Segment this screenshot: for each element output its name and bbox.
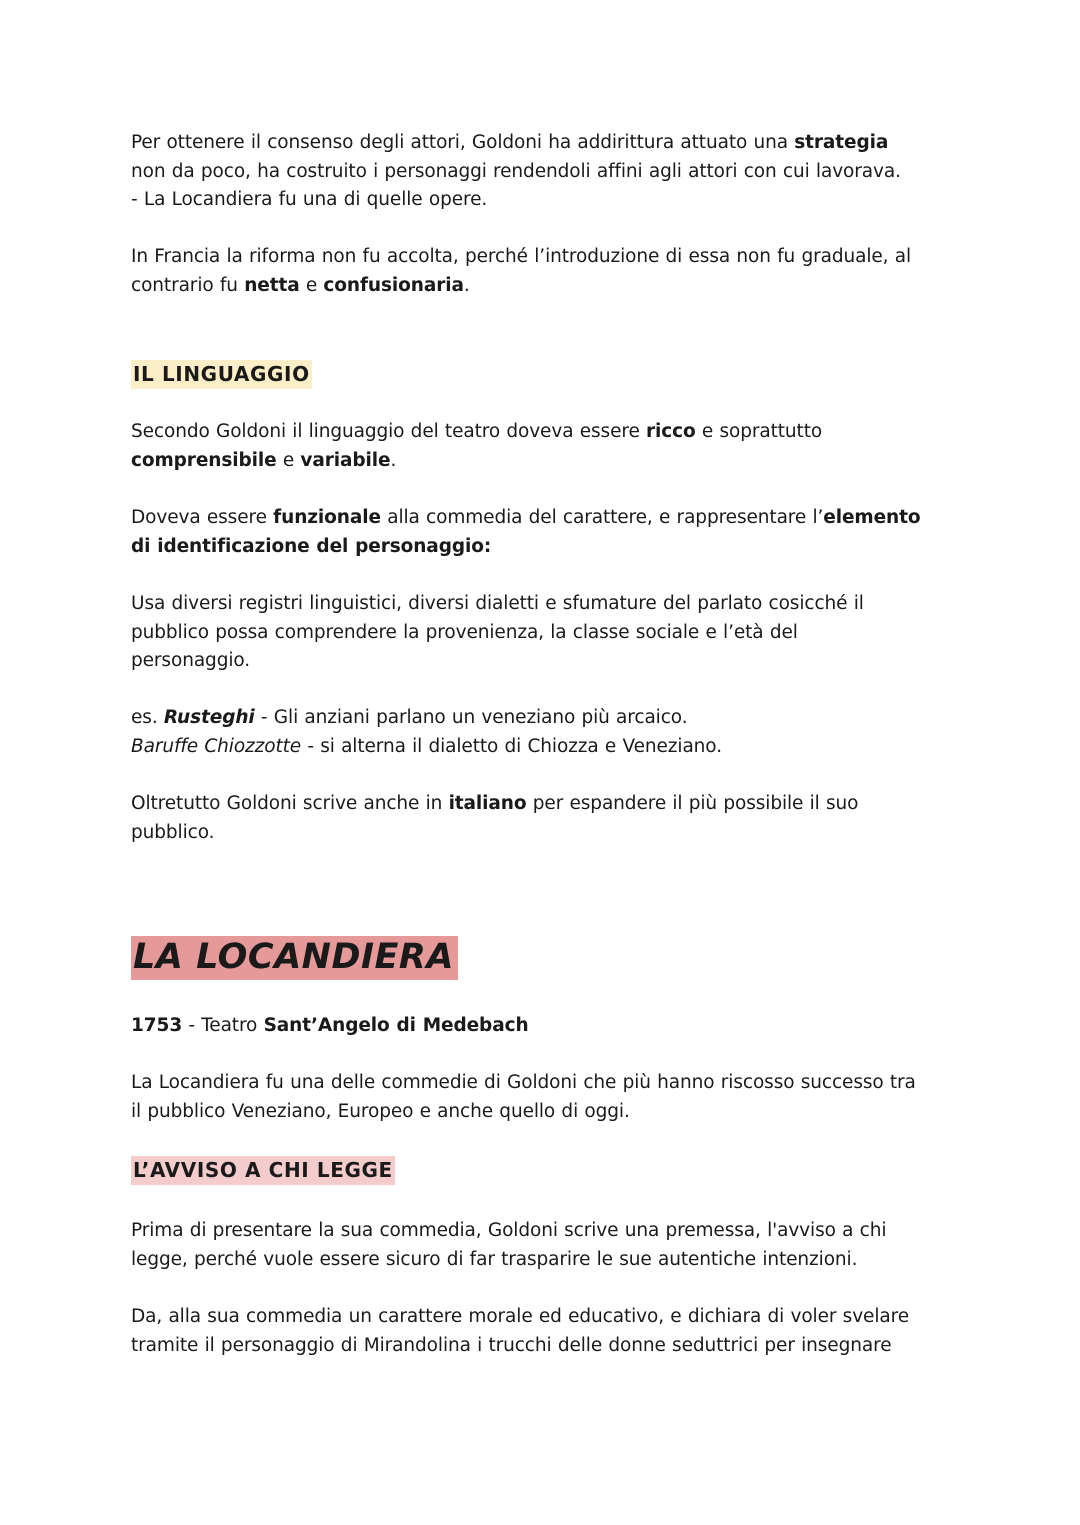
text-line: Usa diversi registri linguistici, diversi dialetti e sfumature del parlato cosicché il [131,593,864,614]
paragraph-premessa [131,1217,961,1274]
text-line: il pubblico Veneziano, Europeo e anche quello di oggi. [131,1100,630,1122]
text-line: non da poco, ha costruito i personaggi rendendoli affini agli attori con cui lavorava. [131,160,901,182]
bold-italic-text: Rusteghi [163,707,255,728]
paragraph-funzionale [131,504,961,561]
paragraph-strategia [131,129,961,215]
paragraph-data-teatro [131,1012,961,1041]
text-line: - La Locandiera fu una di quelle opere. [131,189,488,211]
text: - Gli anziani parlano un veneziano più arcaico. [254,707,688,728]
text: . [463,274,470,296]
paragraph-morale [131,1303,961,1360]
text: contrario fu [131,274,245,296]
paragraph-registri [131,590,961,676]
paragraph-linguaggio-teatro [131,418,961,475]
text: Oltretutto Goldoni scrive anche in [131,793,449,814]
bold-text: 1753 [131,1015,183,1036]
text: Secondo Goldoni il linguaggio del teatro doveva essere [131,421,647,442]
text: . [390,449,397,471]
bold-text: strategia [794,132,889,153]
text: Per ottenere il consenso degli attori, Goldoni ha addirittura attuato una [131,132,795,153]
text: per espandere il più possibile il suo [526,793,859,814]
text: alla commedia del carattere, e rappresentare l’ [380,507,824,528]
bold-text: variabile [300,449,391,471]
bold-text: netta [244,274,300,296]
text-line: Da, alla sua commedia un carattere morale ed educativo, e dichiara di voler svelare [131,1306,909,1327]
text-line: pubblico. [131,821,215,843]
bold-text-line: di identificazione del personaggio: [131,535,492,557]
text-line: tramite il personaggio di Mirandolina i trucchi delle donne seduttrici per insegnare [131,1334,892,1356]
paragraph-successo [131,1069,961,1126]
bold-text: funzionale [273,507,381,528]
title-la-locandiera: LA LOCANDIERA [131,936,458,980]
section-heading-avviso: L’AVVISO A CHI LEGGE [131,1156,395,1185]
text: - si alterna il dialetto di Chiozza e Veneziano. [301,735,722,757]
section-heading-linguaggio: IL LINGUAGGIO [131,360,312,389]
bold-text: italiano [448,793,527,814]
text: Doveva essere [131,507,274,528]
text: es. [131,707,164,728]
text-line: personaggio. [131,650,251,672]
text: - Teatro [182,1015,264,1036]
bold-text: confusionaria [323,274,464,296]
text-line: In Francia la riforma non fu accolta, perché l’introduzione di essa non fu graduale, al [131,246,911,267]
italic-text: Baruffe Chiozzotte [131,735,302,757]
bold-text: elemento [823,507,921,528]
paragraph-francia [131,243,961,300]
paragraph-esempi [131,704,961,761]
text: e [299,274,324,296]
text-line: legge, perché vuole essere sicuro di far trasparire le sue autentiche intenzioni. [131,1248,858,1270]
text-line: pubblico possa comprendere la provenienza, la classe sociale e l’età del [131,621,798,643]
text: e [276,449,301,471]
paragraph-italiano [131,790,961,847]
text-line: Prima di presentare la sua commedia, Goldoni scrive una premessa, l'avviso a chi [131,1220,887,1241]
bold-text: Sant’Angelo di Medebach [263,1015,529,1036]
bold-text: ricco [646,421,696,442]
text: e soprattutto [695,421,823,442]
text-line: La Locandiera fu una delle commedie di Goldoni che più hanno riscosso successo tra [131,1072,916,1093]
bold-text: comprensibile [131,449,277,471]
